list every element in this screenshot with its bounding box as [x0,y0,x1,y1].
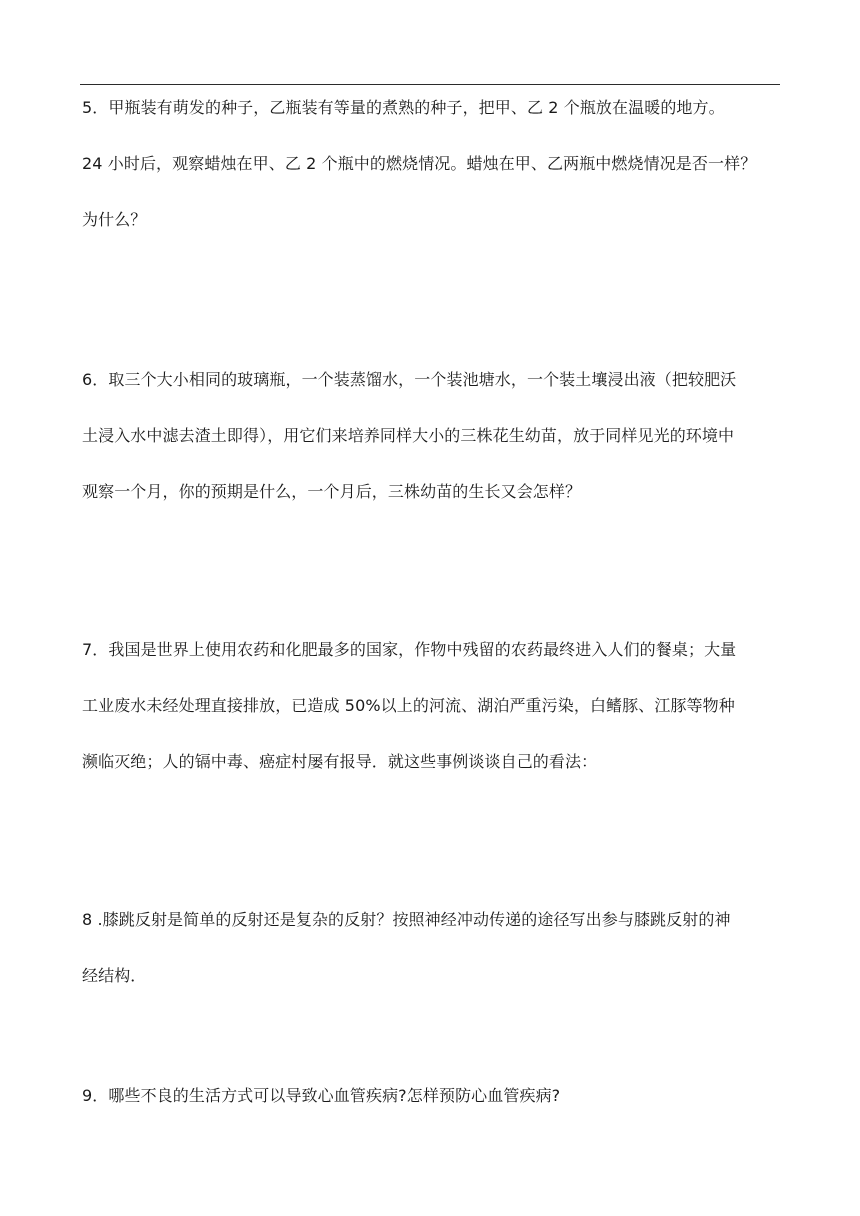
question-line: 土浸入水中滤去渣土即得），用它们来培养同样大小的三株花生幼苗，放于同样见光的环境中 [82,426,735,445]
question-line: 为什么？ [82,210,147,229]
question-line: 6．取三个大小相同的玻璃瓶，一个装蒸馏水，一个装池塘水，一个装土壤浸出液（把较肥沃 [82,370,737,389]
question-line: 经结构． [82,966,147,985]
question-line: 5．甲瓶装有萌发的种子，乙瓶装有等量的煮熟的种子，把甲、乙 2 个瓶放在温暖的地方。 [82,98,725,117]
question-line: 9．哪些不良的生活方式可以导致心血管疾病?怎样预防心血管疾病? [82,1086,561,1105]
question-6 [82,370,782,502]
question-line: 工业废水未经处理直接排放，已造成 50%以上的河流、湖泊严重污染，白鳍豚、江豚等物种 [82,696,735,715]
question-5 [82,98,782,230]
question-line: 濒临灭绝；人的镉中毒、癌症村屡有报导．就这些事例谈谈自己的看法： [82,752,598,771]
question-line: 7．我国是世界上使用农药和化肥最多的国家，作物中残留的农药最终进入人们的餐桌；大量 [82,640,737,659]
question-9 [82,1086,782,1106]
question-line: 24 小时后，观察蜡烛在甲、乙 2 个瓶中的燃烧情况。蜡烛在甲、乙两瓶中燃烧情况是否一样？ [82,154,757,173]
question-8 [82,910,782,986]
question-line: 观察一个月，你的预期是什么，一个月后，三株幼苗的生长又会怎样？ [82,482,582,501]
question-line: 8 .膝跳反射是简单的反射还是复杂的反射？按照神经冲动传递的途径写出参与膝跳反射的神 [82,910,731,929]
question-7 [82,640,782,772]
header-rule [80,84,780,85]
